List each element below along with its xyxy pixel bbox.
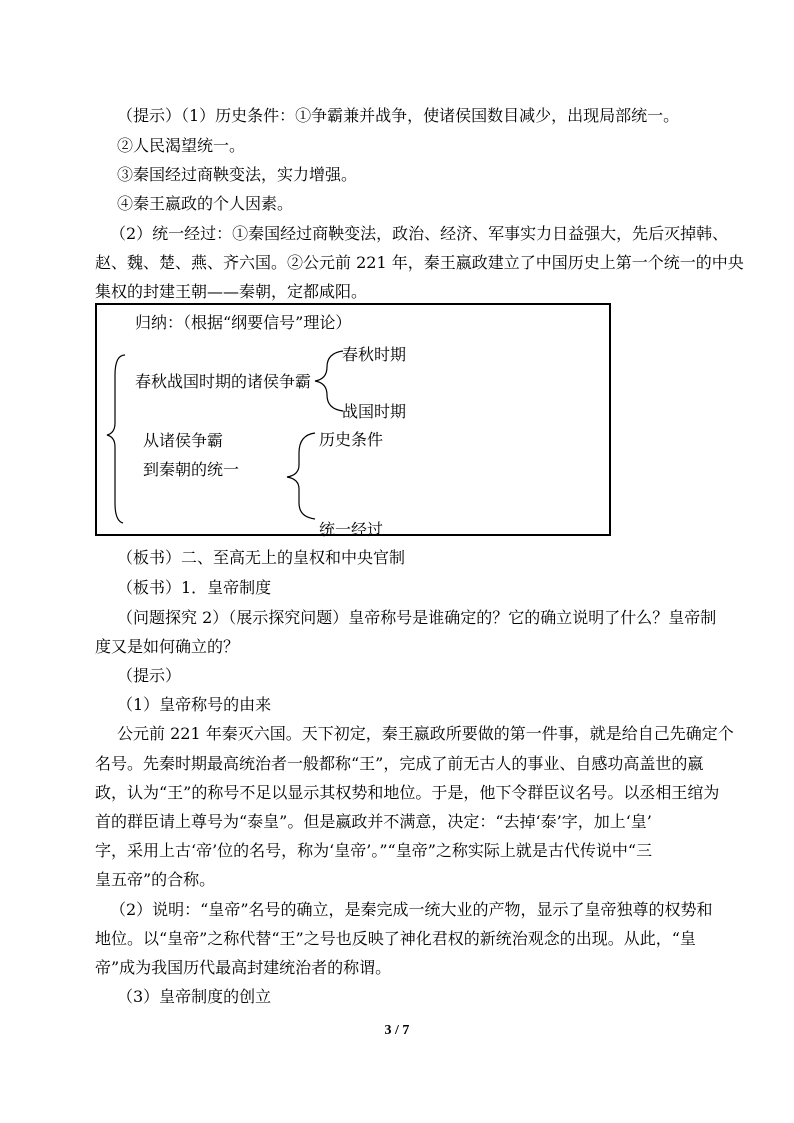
text-line: （2）说明：“皇帝”名号的确立，是秦完成一统大业的产物，显示了皇帝独尊的权势和 xyxy=(110,900,713,919)
text-line: 度又是如何确立的？ xyxy=(95,637,240,656)
text-line: 公元前 221 年秦灭六国。天下初定，秦王嬴政所要做的第一件事，就是给自己先确定个 xyxy=(117,724,734,743)
text-line: （问题探究 2）（展示探究问题）皇帝称号是谁确定的？它的确立说明了什么？皇帝制 xyxy=(117,608,717,627)
group1-label: 春秋战国时期的诸侯争霸 xyxy=(135,372,312,391)
group2-label-line2: 到秦朝的统一 xyxy=(143,460,240,479)
group2-item-1: 历史条件 xyxy=(319,430,384,449)
summary-title: 归纳：（根据“纲要信号”理论） xyxy=(135,313,352,332)
text-line: ②人民渴望统一。 xyxy=(117,136,246,155)
text-line: （板书）1．皇帝制度 xyxy=(117,578,272,597)
text-line: （板书）二、至高无上的皇权和中央官制 xyxy=(117,548,406,567)
text-line: 地位。以“皇帝”之称代替“王”之号也反映了神化君权的新统治观念的出现。从此，“皇 xyxy=(95,929,696,948)
text-line: （2）统一经过：①秦国经过商鞅变法，政治、经济、军事实力日益强大，先后灭掉韩、 xyxy=(110,224,729,243)
group2-item-2: 统一经过 xyxy=(319,520,384,539)
text-line: ③秦国经过商鞅变法，实力增强。 xyxy=(117,165,358,184)
text-line: 皇五帝”的合称。 xyxy=(95,870,216,889)
text-line: 名号。先秦时期最高统治者一般都称“王”，完成了前无古人的事业、自感功高盖世的嬴 xyxy=(95,754,704,773)
group1-item-2: 战国时期 xyxy=(342,402,407,421)
group1-item-1: 春秋时期 xyxy=(342,345,407,364)
summary-box xyxy=(95,303,611,539)
text-line: （3）皇帝制度的创立 xyxy=(117,987,272,1006)
text-line: （提示） xyxy=(117,666,182,685)
page-number: 3 / 7 xyxy=(384,1023,410,1038)
text-line: （提示）（1）历史条件：①争霸兼并战争，使诸侯国数目减少，出现局部统一。 xyxy=(117,106,680,125)
text-line: （1）皇帝称号的由来 xyxy=(117,695,272,714)
text-line: 帝”成为我国历代最高封建统治者的称谓。 xyxy=(95,958,392,977)
text-line: 首的群臣请上尊号为“泰皇”。但是嬴政并不满意，决定：“去掉‘泰’字，加上‘皇’ xyxy=(95,812,652,831)
outer-brace xyxy=(107,355,125,523)
text-line: ④秦王嬴政的个人因素。 xyxy=(117,194,294,213)
text-line: 字，采用上古‘帝’位的名号，称为‘皇帝’。”“皇帝”之称实际上就是古代传说中“三 xyxy=(95,841,653,860)
text-line: 政，认为“王”的称号不足以显示其权势和地位。于是，他下令群臣议名号。以丞相王绾为 xyxy=(95,783,720,802)
text-line: 集权的封建王朝——秦朝，定都咸阳。 xyxy=(95,282,368,301)
group2-brace xyxy=(287,433,315,519)
text-line: 赵、魏、楚、燕、齐六国。②公元前 221 年，秦王嬴政建立了中国历史上第一个统一的中央 xyxy=(95,253,744,272)
group1-brace xyxy=(315,351,343,411)
group2-label-line1: 从诸侯争霸 xyxy=(143,431,224,450)
